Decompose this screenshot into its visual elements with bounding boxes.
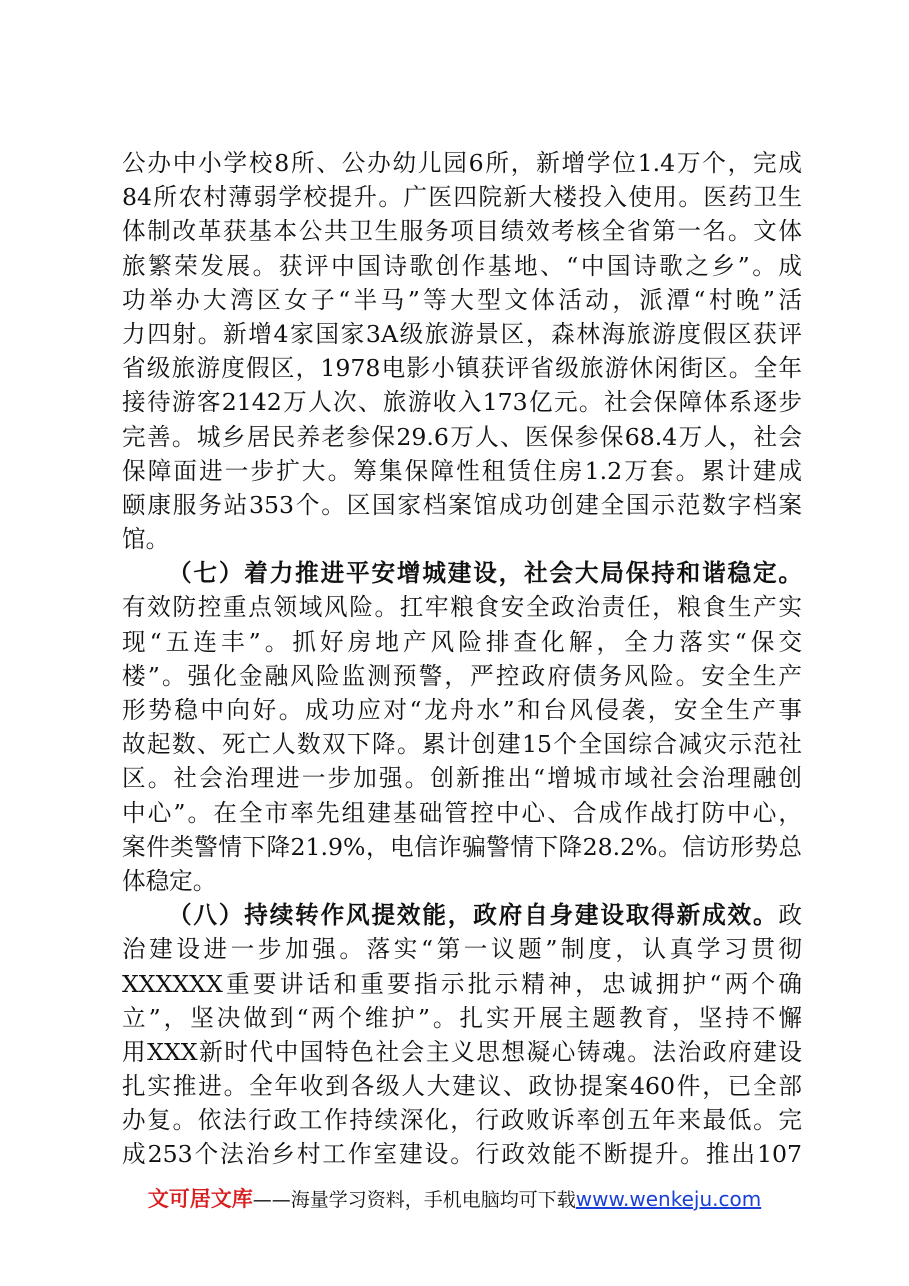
text-line: 颐康服务站353个。区国家档案馆成功创建全国示范数字档案 bbox=[122, 490, 802, 519]
text-line: 现“五连丰”。抓好房地产风险排查化解，全力落实“保交 bbox=[122, 627, 802, 656]
text-line: 体稳定。 bbox=[122, 866, 217, 895]
text-line: 公办中小学校8所、公办幼儿园6所，新增学位1.4万个，完成 bbox=[122, 149, 802, 177]
text-line: 体制改革获基本公共卫生服务项目绩效考核全省第一名。文体 bbox=[122, 217, 802, 246]
text-line: 有效防控重点领域风险。扛牢粮食安全政治责任，粮食生产实 bbox=[122, 593, 802, 622]
section-heading-text: （七）着力推进平安增城建设，社会大局保持和谐稳定。 bbox=[168, 559, 802, 588]
text-line: 完善。城乡居民养老参保29.6万人、医保参保68.4万人，社会 bbox=[122, 422, 802, 451]
text-line: 扎实推进。全年收到各级人大建议、政协提案460件，已全部 bbox=[122, 1072, 802, 1101]
text-line: 区。社会治理进一步加强。创新推出“增城市域社会治理融创 bbox=[122, 764, 802, 793]
text-line: 立”，坚决做到“两个维护”。扎实开展主题教育，坚持不懈 bbox=[122, 1003, 802, 1032]
footer-brand: 文可居文库 bbox=[147, 1187, 253, 1211]
text-line: 案件类警情下降21.9%，电信诈骗警情下降28.2%。信访形势总 bbox=[122, 832, 802, 861]
text-line: 功举办大湾区女子“半马”等大型文体活动，派潭“村晚”活 bbox=[122, 285, 802, 314]
text-line: 成253个法治乡村工作室建设。行政效能不断提升。推出107 bbox=[122, 1140, 802, 1169]
text-line: 旅繁荣发展。获评中国诗歌创作基地、“中国诗歌之乡”。成 bbox=[122, 251, 802, 280]
text-line: 形势稳中向好。成功应对“龙舟水”和台风侵袭，安全生产事 bbox=[122, 696, 802, 724]
section-heading-8 bbox=[122, 898, 802, 932]
text-line: 办复。依法行政工作持续深化，行政败诉率创五年来最低。完 bbox=[122, 1106, 802, 1135]
text-line: 治建设进一步加强。落实“第一议题”制度，认真学习贯彻 bbox=[122, 935, 802, 964]
text-line: 故起数、死亡人数双下降。累计创建15个全国综合减灾示范社 bbox=[122, 730, 802, 759]
text-line: 保障面进一步扩大。筹集保障性租赁住房1.2万套。累计建成 bbox=[122, 456, 802, 485]
text-line: 中心”。在全市率先组建基础管控中心、合成作战打防中心， bbox=[122, 798, 802, 827]
section-heading-text: （八）持续转作风提效能，政府自身建设取得新成效。 bbox=[168, 901, 779, 930]
footer-link[interactable]: www.wenkeju.com bbox=[575, 1187, 762, 1211]
text-line: XXXXXX重要讲话和重要指示批示精神，忠诚拥护“两个确 bbox=[122, 969, 802, 998]
text-line: 用XXX新时代中国特色社会主义思想凝心铸魂。法治政府建设 bbox=[122, 1037, 802, 1066]
text-line: 接待游客2142万人次、旅游收入173亿元。社会保障体系逐步 bbox=[122, 388, 802, 417]
document-body bbox=[122, 146, 802, 1172]
footer-slogan: ——海量学习资料，手机电脑均可下载 bbox=[252, 1189, 576, 1211]
text-line: 楼”。强化金融风险监测预警，严控政府债务风险。安全生产 bbox=[122, 661, 802, 690]
text-run: 政 bbox=[778, 901, 802, 930]
text-line: 馆。 bbox=[122, 525, 170, 554]
footer-banner bbox=[0, 1183, 909, 1213]
section-heading-7 bbox=[122, 556, 802, 590]
text-line: 省级旅游度假区，1978电影小镇获评省级旅游休闲街区。全年 bbox=[122, 354, 802, 383]
text-line: 力四射。新增4家国家3A级旅游景区，森林海旅游度假区获评 bbox=[122, 319, 802, 348]
text-line: 84所农村薄弱学校提升。广医四院新大楼投入使用。医药卫生 bbox=[122, 183, 802, 212]
